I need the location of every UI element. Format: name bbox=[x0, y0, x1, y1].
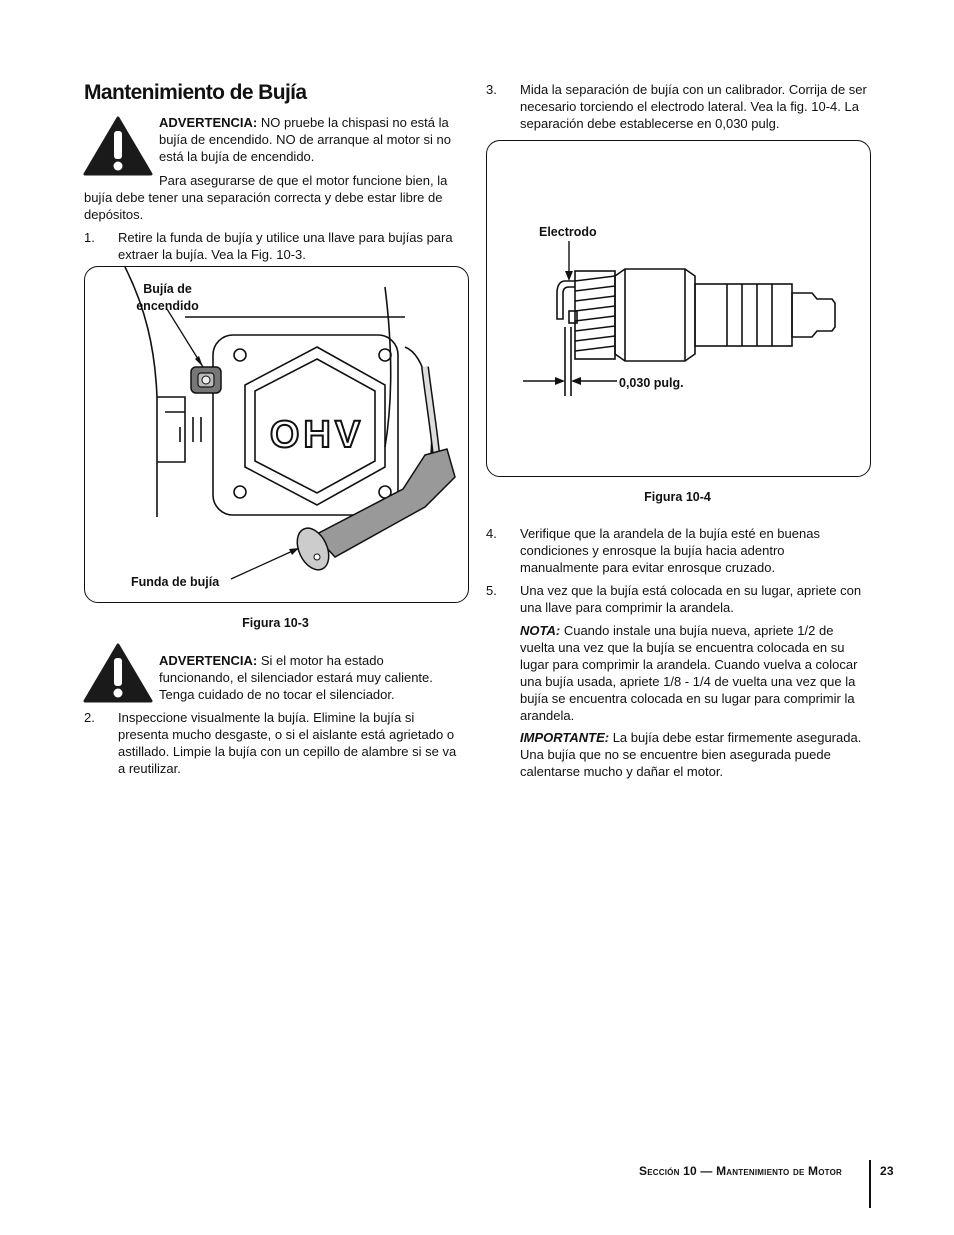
step-1-text: Retire la funda de bujía y utilice una llave para bujías para extraer la bujía. Vea la Fig. 10-3. bbox=[118, 230, 453, 262]
figure-10-4 bbox=[486, 140, 871, 477]
step-1-number: 1. bbox=[84, 230, 95, 245]
footer-divider bbox=[869, 1160, 871, 1208]
step-5-number: 5. bbox=[486, 583, 497, 598]
step-2-number: 2. bbox=[84, 710, 95, 725]
step-4-text: Verifique que la arandela de la bujía esté en buenas condiciones y enrosque la bujía hacia adentro manualmente para evitar enrosque cruzado. bbox=[520, 526, 820, 575]
intro-line-1: Para asegurarse de que el motor funcione bien, la bbox=[159, 173, 448, 188]
warning-triangle-icon bbox=[83, 116, 153, 176]
step-3-number: 3. bbox=[486, 82, 497, 97]
warning-2-text: ADVERTENCIA: Si el motor ha estado funcionando, el silenciador estará muy caliente. Tenga cuidado de no tocar el silenciador. bbox=[159, 653, 433, 702]
label-plug-boot: Funda de bujía bbox=[131, 575, 220, 589]
spark-plug-icon bbox=[191, 367, 221, 393]
figure-10-3 bbox=[84, 266, 469, 603]
spark-plug-gap-illustration bbox=[487, 141, 870, 476]
warning-triangle-icon bbox=[83, 643, 153, 703]
label-electrode: Electrodo bbox=[539, 225, 597, 239]
page-number: 23 bbox=[880, 1164, 894, 1178]
figure-10-4-caption: Figura 10-4 bbox=[644, 490, 711, 504]
intro-line-2: bujía debe tener una separación correcta y debe estar libre de bbox=[84, 190, 443, 205]
footer-section: Sección 10 — Mantenimiento de Motor bbox=[639, 1164, 842, 1178]
note-text: NOTA: Cuando instale una bujía nueva, apriete 1/2 de vuelta una vez que la bujía se encuentra colocada en su lugar para comprimir la arandela. Cuando vuelva a colocar una bujía usada, apriete 1/8 - 1/4 de vuelta una vez que la bujía se encuentra colocada en su lugar para comprimir la arandela. bbox=[520, 623, 858, 723]
important-text: IMPORTANTE: La bujía debe estar firmemente asegurada. Una bujía que no se encuentre bien asegurada puede calentarse mucho y dañar el motor. bbox=[520, 730, 862, 779]
figure-10-3-caption: Figura 10-3 bbox=[242, 616, 309, 630]
step-4-number: 4. bbox=[486, 526, 497, 541]
label-gap: 0,030 pulg. bbox=[619, 376, 684, 390]
step-3-text: Mida la separación de bujía con un calibrador. Corrija de ser necesario torciendo el electrodo lateral. Vea la fig. 10-4. La separación debe establecerse en 0,030 pulg. bbox=[520, 82, 867, 131]
label-spark-plug: Bujía de encendido bbox=[136, 282, 199, 313]
plug-boot-icon bbox=[291, 367, 455, 575]
page-title: Mantenimiento de Bujía bbox=[84, 81, 307, 104]
warning-1-text: ADVERTENCIA: NO pruebe la chispasi no está la bujía de encendido. NO de arranque al motor si no está la bujía de encendido. bbox=[159, 115, 451, 164]
intro-line-3: depósitos. bbox=[84, 207, 144, 222]
step-5-text: Una vez que la bujía está colocada en su lugar, apriete con una llave para comprimir la arandela. bbox=[520, 583, 862, 615]
step-2-text: Inspeccione visualmente la bujía. Elimine la bujía si presenta mucho desgaste, o si el aislante está agrietado o astillado. Limpie la bujía con un cepillo de alambre si se va a reutilizar. bbox=[118, 710, 457, 776]
ohv-logo: OHV bbox=[269, 414, 365, 456]
engine-illustration bbox=[85, 267, 468, 602]
